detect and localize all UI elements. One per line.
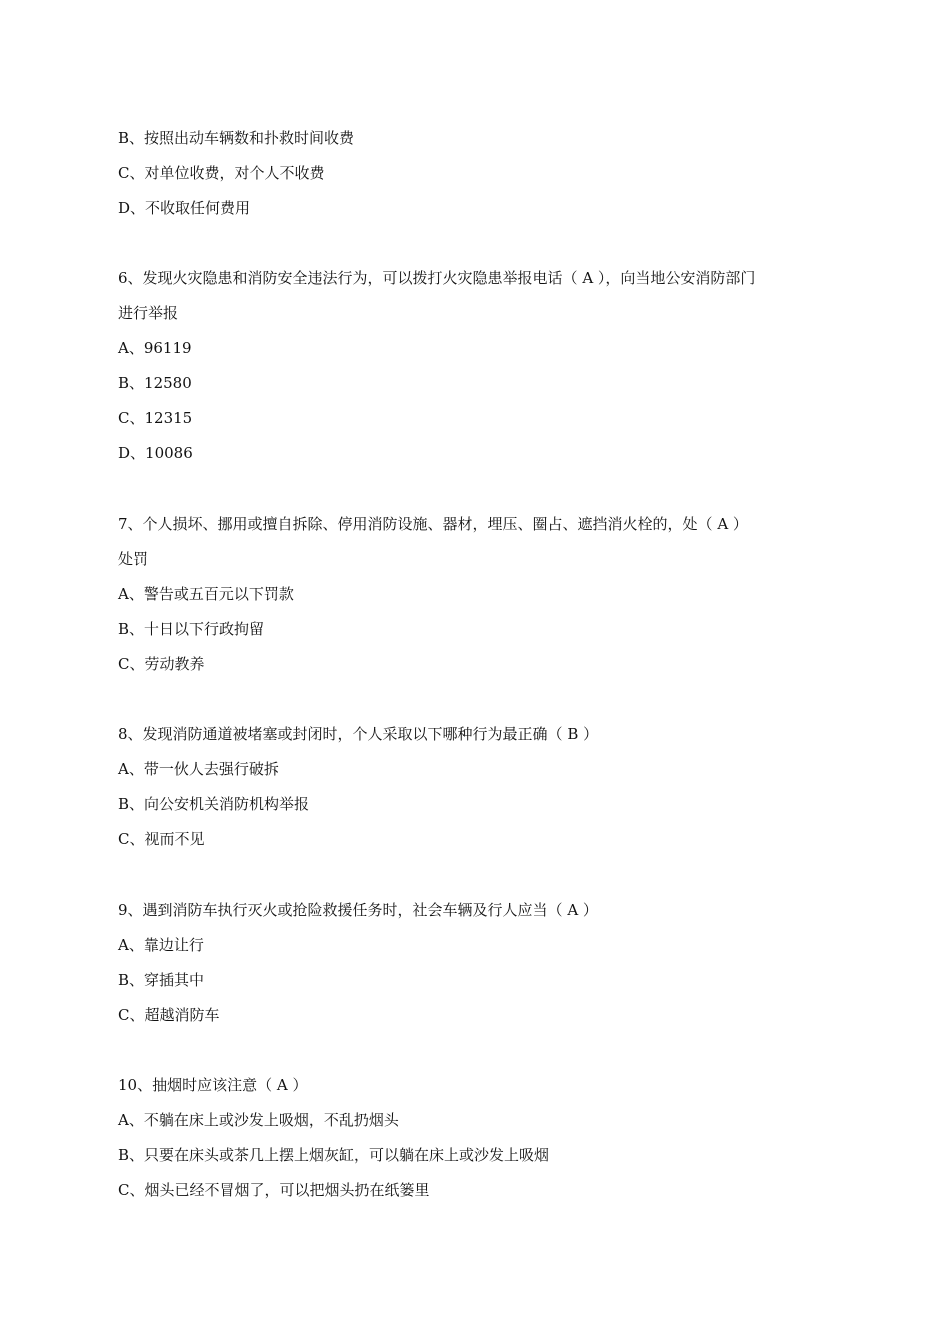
option-line: A、不躺在床上或沙发上吸烟，不乱扔烟头 xyxy=(118,1111,399,1129)
option-line: B、只要在床头或茶几上摆上烟灰缸，可以躺在床上或沙发上吸烟 xyxy=(118,1146,550,1164)
option-line: A、96119 xyxy=(118,339,192,357)
option-line: B、向公安机关消防机构举报 xyxy=(118,795,310,813)
option-line: B、按照出动车辆数和扑救时间收费 xyxy=(118,129,355,147)
option-line: A、靠边让行 xyxy=(118,936,204,954)
option-line: A、警告或五百元以下罚款 xyxy=(118,585,294,603)
option-line: C、视而不见 xyxy=(118,830,205,848)
option-line: B、十日以下行政拘留 xyxy=(118,620,265,638)
option-line: C、12315 xyxy=(118,409,193,427)
option-line: C、劳动教养 xyxy=(118,655,205,673)
option-line: C、烟头已经不冒烟了，可以把烟头扔在纸篓里 xyxy=(118,1181,430,1199)
question-10: 10、抽烟时应该注意（ A ） xyxy=(118,1076,308,1094)
option-line: A、带一伙人去强行破拆 xyxy=(118,760,279,778)
option-line: D、10086 xyxy=(118,444,193,462)
question-7: 7、个人损坏、挪用或擅自拆除、停用消防设施、器材，埋压、圈占、遮挡消火栓的，处（ A ） xyxy=(118,515,748,533)
question-9: 9、遇到消防车执行灭火或抢险救援任务时，社会车辆及行人应当（ A ） xyxy=(118,901,598,919)
option-line: B、12580 xyxy=(118,374,192,392)
question-7-continued: 处罚 xyxy=(118,550,149,568)
question-6-continued: 进行举报 xyxy=(118,304,179,322)
option-line: C、对单位收费，对个人不收费 xyxy=(118,164,325,182)
option-line: B、穿插其中 xyxy=(118,971,205,989)
question-6: 6、发现火灾隐患和消防安全违法行为，可以拨打火灾隐患举报电话（ A ），向当地公安消防部门 xyxy=(118,269,756,287)
option-line: D、不收取任何费用 xyxy=(118,199,251,217)
option-line: C、超越消防车 xyxy=(118,1006,220,1024)
question-8: 8、发现消防通道被堵塞或封闭时，个人采取以下哪种行为最正确（ B ） xyxy=(118,725,599,743)
